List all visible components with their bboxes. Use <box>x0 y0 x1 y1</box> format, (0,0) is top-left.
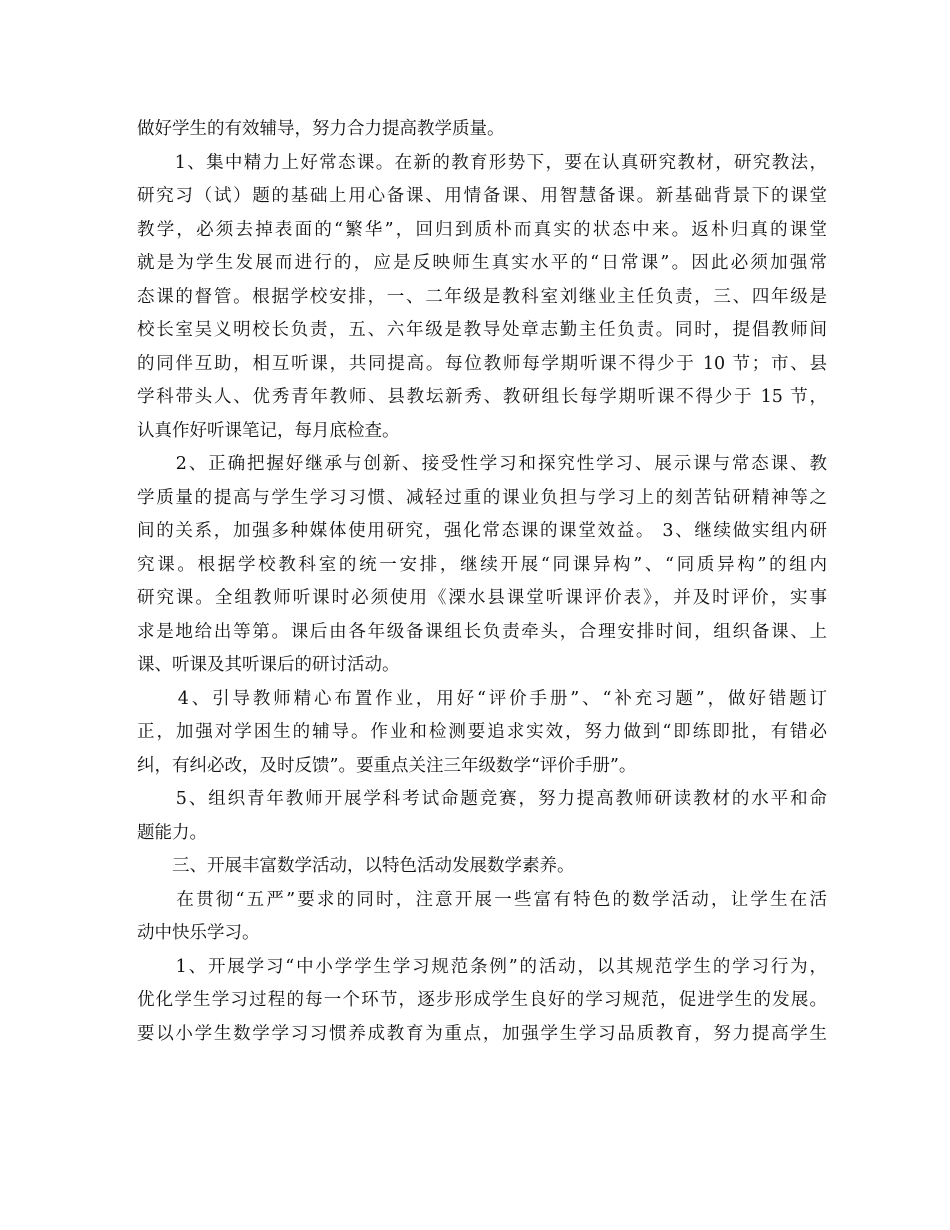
document-body <box>137 113 827 1051</box>
text-line: 1、集中精力上好常态课。在新的教育形势下，要在认真研究教材，研究教法， <box>137 152 827 173</box>
text-line: 1、开展学习“中小学学生学习规范条例”的活动，以其规范学生的学习行为， <box>137 956 827 977</box>
text-line: 学质量的提高与学生学习习惯、减轻过重的课业负担与学习上的刻苦钻研精神等之 <box>137 487 827 508</box>
text-line: 学科带头人、优秀青年教师、县教坛新秀、教研组长每学期听课不得少于 15 节， <box>137 387 827 407</box>
text-line: 2、正确把握好继承与创新、接受性学习和探究性学习、展示课与常态课、教 <box>137 454 827 474</box>
text-line: 求是地给出等第。课后由各年级备课组长负责牵头，合理安排时间，组织备课、上 <box>137 621 827 642</box>
text-line: 做好学生的有效辅导，努力合力提高教学质量。 <box>137 119 505 139</box>
text-line: 在贯彻“五严”要求的同时，注意开展一些富有特色的数学活动，让学生在活 <box>137 889 827 910</box>
text-line: 4、引导教师精心布置作业，用好“评价手册”、“补充习题”，做好错题订 <box>137 688 827 709</box>
text-line: 校长室吴义明校长负责，五、六年级是教导处章志勤主任负责。同时，提倡教师间 <box>137 320 827 340</box>
text-line: 要以小学生数学学习习惯养成教育为重点，加强学生学习品质教育，努力提高学生 <box>137 1023 827 1044</box>
text-line: 5、组织青年教师开展学科考试命题竞赛，努力提高教师研读教材的水平和命 <box>137 789 827 809</box>
text-line: 认真作好听课笔记，每月底检查。 <box>137 420 400 441</box>
text-line: 的同伴互助，相互听课，共同提高。每位教师每学期听课不得少于 10 节；市、县 <box>137 353 827 374</box>
text-line: 就是为学生发展而进行的，应是反映师生真实水平的“日常课”。因此必须加强常 <box>137 253 827 273</box>
text-line: 教学，必须去掉表面的“繁华”，回归到质朴而真实的状态中来。返朴归真的课堂 <box>137 219 827 240</box>
text-line: 纠，有纠必改，及时反馈”。要重点关注三年级数学“评价手册”。 <box>137 755 637 776</box>
text-line: 三、开展丰富数学活动，以特色活动发展数学素养。 <box>137 856 575 876</box>
text-line: 究课。根据学校教科室的统一安排，继续开展“同课异构”、“同质异构”的组内 <box>137 554 827 575</box>
text-line: 间的关系，加强多种媒体使用研究，强化常态课的课堂效益。 3、继续做实组内研 <box>137 521 827 541</box>
text-line: 题能力。 <box>137 822 207 843</box>
text-line: 研究习（试）题的基础上用心备课、用情备课、用智慧备课。新基础背景下的课堂 <box>137 186 827 206</box>
text-line: 研究课。全组教师听课时必须使用《溧水县课堂听课评价表》，并及时评价，实事 <box>137 588 827 608</box>
text-line: 态课的督管。根据学校安排，一、二年级是教科室刘继业主任负责，三、四年级是 <box>137 286 827 307</box>
text-line: 优化学生学习过程的每一个环节，逐步形成学生良好的学习规范，促进学生的发展。 <box>137 990 827 1010</box>
text-line: 正，加强对学困生的辅导。作业和检测要追求实效，努力做到“即练即批，有错必 <box>137 722 827 742</box>
text-line: 动中快乐学习。 <box>137 923 260 943</box>
text-line: 课、听课及其听课后的研讨活动。 <box>137 655 400 675</box>
